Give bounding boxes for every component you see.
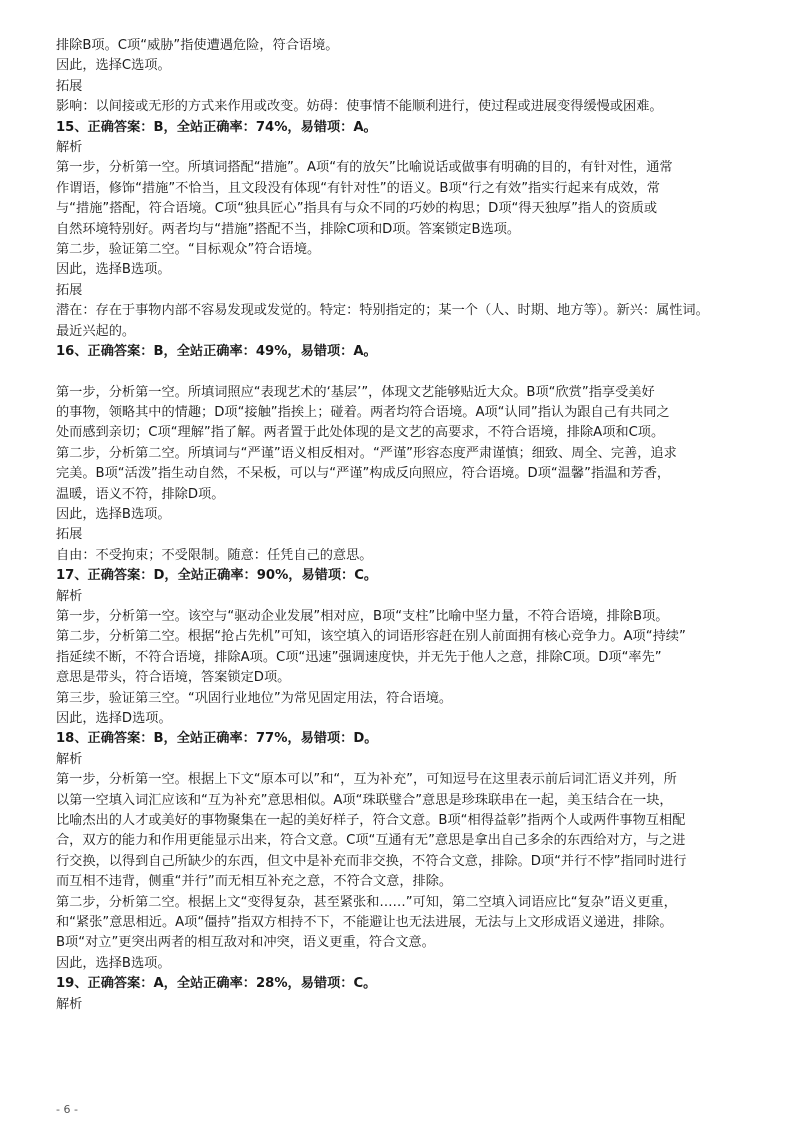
text-line: 以第一空填入词汇应该和“互为补充”意思相似。A项“珠联璧合”意思是珍珠联串在一起，美玉结合在一块， — [56, 792, 673, 808]
text-line: 因此，选择C选项。 — [56, 58, 171, 74]
section-label-extension: 拓展 — [56, 527, 83, 543]
text-line: B项“对立”更突出两者的相互敌对和冲突，语义更重，符合文意。 — [56, 935, 435, 951]
text-line: 因此，选择B选项。 — [56, 262, 171, 278]
text-line: 因此，选择B选项。 — [56, 506, 171, 522]
text-line: 第三步，验证第三空。“巩固行业地位”为常见固定用法，符合语境。 — [56, 690, 453, 706]
text-line: 自然环境特别好。两者均与“措施”搭配不当，排除C项和D项。答案锁定B选项。 — [56, 221, 521, 237]
text-line: 而互相不违背，侧重“并行”而无相互补充之意，不符合文意，排除。 — [56, 874, 453, 890]
section-label-analysis: 解析 — [56, 751, 83, 767]
text-line: 最近兴起的。 — [56, 323, 136, 339]
page-number: - 6 - — [56, 1102, 78, 1116]
section-label-extension: 拓展 — [56, 282, 83, 298]
text-line: 意思是带头，符合语境，答案锁定D项。 — [56, 670, 291, 686]
text-line: 第一步，分析第一空。所填词照应“表现艺术的‘基层’”，体现文艺能够贴近大众。B项“欣赏”指享受美好 — [56, 384, 655, 400]
answer-header: 19、正确答案：A，全站正确率：28%，易错项：C。 — [56, 976, 377, 992]
text-line: 与“措施”搭配，符合语境。C项“独具匠心”指具有与众不同的巧妙的构思；D项“得天独厚”指人的资质或 — [56, 201, 658, 217]
text-line: 行交换，以得到自己所缺少的东西，但文中是补充而非交换，不符合文意，排除。D项“并行不悖”指同时进行 — [56, 853, 687, 869]
text-line: 自由：不受拘束；不受限制。随意：任凭自己的意思。 — [56, 547, 373, 563]
section-label-analysis: 解析 — [56, 588, 83, 604]
section-label-analysis: 解析 — [56, 996, 83, 1012]
answer-explanations-body — [56, 36, 758, 1015]
text-line: 第一步，分析第一空。根据上下文“原本可以”和“，互为补充”，可知逗号在这里表示前后词汇语义并列，所 — [56, 772, 677, 788]
text-line: 影响：以间接或无形的方式来作用或改变。妨碍：使事情不能顺利进行，使过程或进展变得缓慢或困难。 — [56, 99, 663, 115]
text-line: 和“紧张”意思相近。A项“僵持”指双方相持不下，不能避让也无法进展，无法与上文形成语义递进，排除。 — [56, 915, 673, 931]
text-line: 第二步，验证第二空。“目标观众”符合语境。 — [56, 242, 321, 258]
text-line: 潜在：存在于事物内部不容易发现或发觉的。特定：特别指定的；某一个（人、时期、地方等）。新兴：属性词。 — [56, 303, 709, 319]
text-line: 比喻杰出的人才或美好的事物聚集在一起的美好样子，符合文意。B项“相得益彰”指两个人或两件事物互相配 — [56, 813, 686, 829]
answer-header: 18、正确答案：B，全站正确率：77%，易错项：D。 — [56, 731, 378, 747]
text-line: 因此，选择B选项。 — [56, 955, 171, 971]
text-line: 合，双方的能力和作用更能显示出来，符合文意。C项“互通有无”意思是拿出自己多余的东西给对方，与之进 — [56, 833, 686, 849]
answer-header: 15、正确答案：B，全站正确率：74%，易错项：A。 — [56, 119, 377, 135]
text-line: 完美。B项“活泼”指生动自然，不呆板，可以与“严谨”构成反向照应，符合语境。D项“温馨”指温和芳香， — [56, 466, 671, 482]
text-line: 第二步，分析第二空。根据上文“变得复杂，甚至紧张和……”可知，第二空填入词语应比“复杂”语义更重， — [56, 894, 677, 910]
section-label-extension: 拓展 — [56, 78, 83, 94]
text-line: 温暖，语义不符，排除D项。 — [56, 486, 225, 502]
text-line: 因此，选择D选项。 — [56, 711, 172, 726]
text-line: 第一步，分析第一空。该空与“驱动企业发展”相对应，B项“支柱”比喻中坚力量，不符合语境，排除B项。 — [56, 608, 669, 624]
answer-header: 16、正确答案：B，全站正确率：49%，易错项：A。 — [56, 344, 377, 360]
text-line: 的事物，领略其中的情趣；D项“接触”指挨上；碰着。两者均符合语境。A项“认同”指认为跟自己有共同之 — [56, 404, 670, 420]
text-line: 第二步，分析第二空。所填词与“严谨”语义相反相对。“严谨”形容态度严肃谨慎；细致、周全、完善，追求 — [56, 445, 677, 461]
text-line: 第一步，分析第一空。所填词搭配“措施”。A项“有的放矢”比喻说话或做事有明确的目的，有针对性，通常 — [56, 160, 673, 176]
blank-line — [56, 363, 758, 383]
text-line: 第二步，分析第二空。根据“抢占先机”可知，该空填入的词语形容赶在别人前面拥有核心竞争力。A项“持续” — [56, 629, 686, 645]
text-line: 指延续不断，不符合语境，排除A项。C项“迅速”强调速度快，并无先于他人之意，排除C项。D项“率先” — [56, 649, 662, 665]
text-line: 作谓语，修饰“措施”不恰当，且文段没有体现“有针对性”的语义。B项“行之有效”指实行起来有成效，常 — [56, 180, 660, 196]
text-line: 处而感到亲切；C项“理解”指了解。两者置于此处体现的是文艺的高要求，不符合语境，排除A项和C项。 — [56, 425, 665, 441]
answer-header: 17、正确答案：D，全站正确率：90%，易错项：C。 — [56, 568, 378, 584]
text-line: 排除B项。C项“威胁”指使遭遇危险，符合语境。 — [56, 38, 339, 53]
section-label-analysis: 解析 — [56, 140, 83, 156]
